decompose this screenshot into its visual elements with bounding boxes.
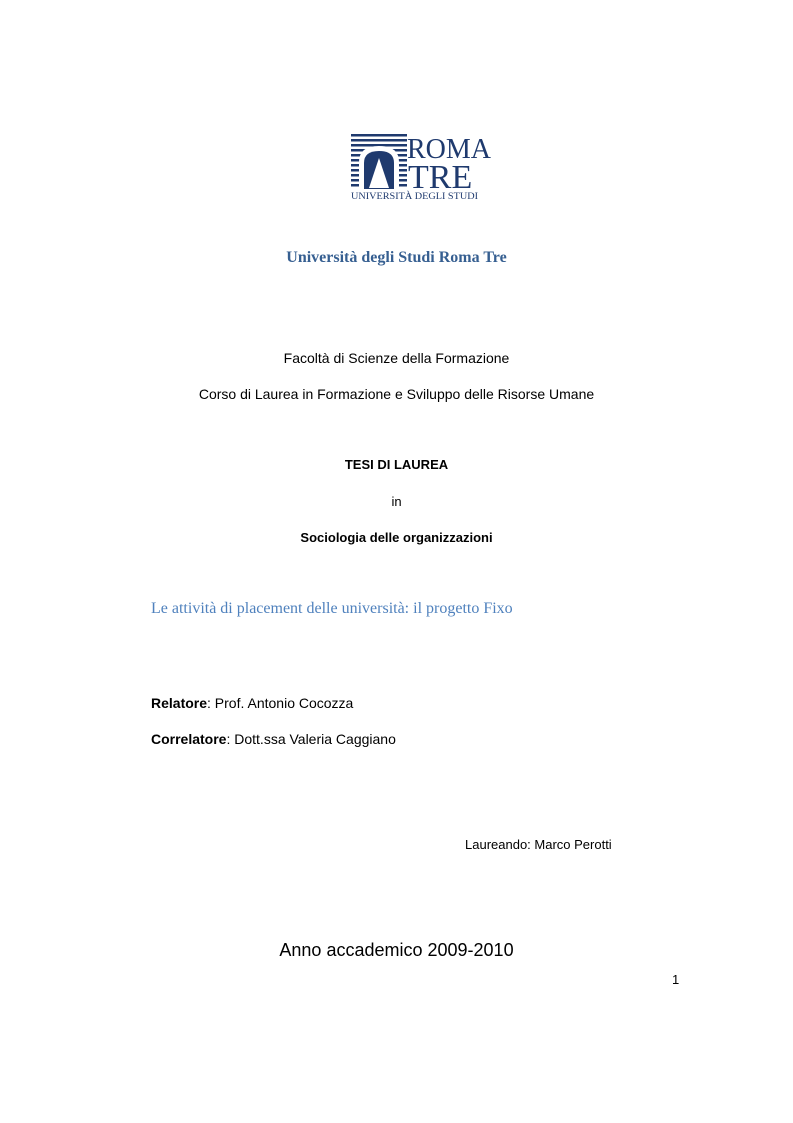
logo-word-roma: ROMA [407,134,492,165]
correlatore-line [151,731,396,747]
relatore-label: Relatore [151,695,208,711]
course-name: Corso di Laurea in Formazione e Sviluppo delle Risorse Umane [198,386,595,402]
laureando-line: Laureando: Marco Perotti [465,837,612,852]
in-word: in [391,494,402,509]
thesis-title: Le attività di placement delle università: il progetto Fixo [151,600,513,617]
relatore-line [151,695,353,711]
subject-name: Sociologia delle organizzazioni [300,530,493,545]
roma-tre-logo [350,132,492,202]
page-number: 1 [672,972,680,987]
faculty-name: Facoltà di Scienze della Formazione [283,350,510,366]
university-name: Università degli Studi Roma Tre [286,249,507,266]
relatore-value: : Prof. Antonio Cocozza [207,695,354,711]
correlatore-value: : Dott.ssa Valeria Caggiano [226,731,396,747]
logo-subtitle: UNIVERSITÀ DEGLI STUDI [351,191,478,201]
correlatore-label: Correlatore [151,731,227,747]
thesis-label: TESI DI LAUREA [344,457,449,472]
academic-year: Anno accademico 2009-2010 [279,940,514,960]
logo-word-tre: TRE [408,159,473,196]
